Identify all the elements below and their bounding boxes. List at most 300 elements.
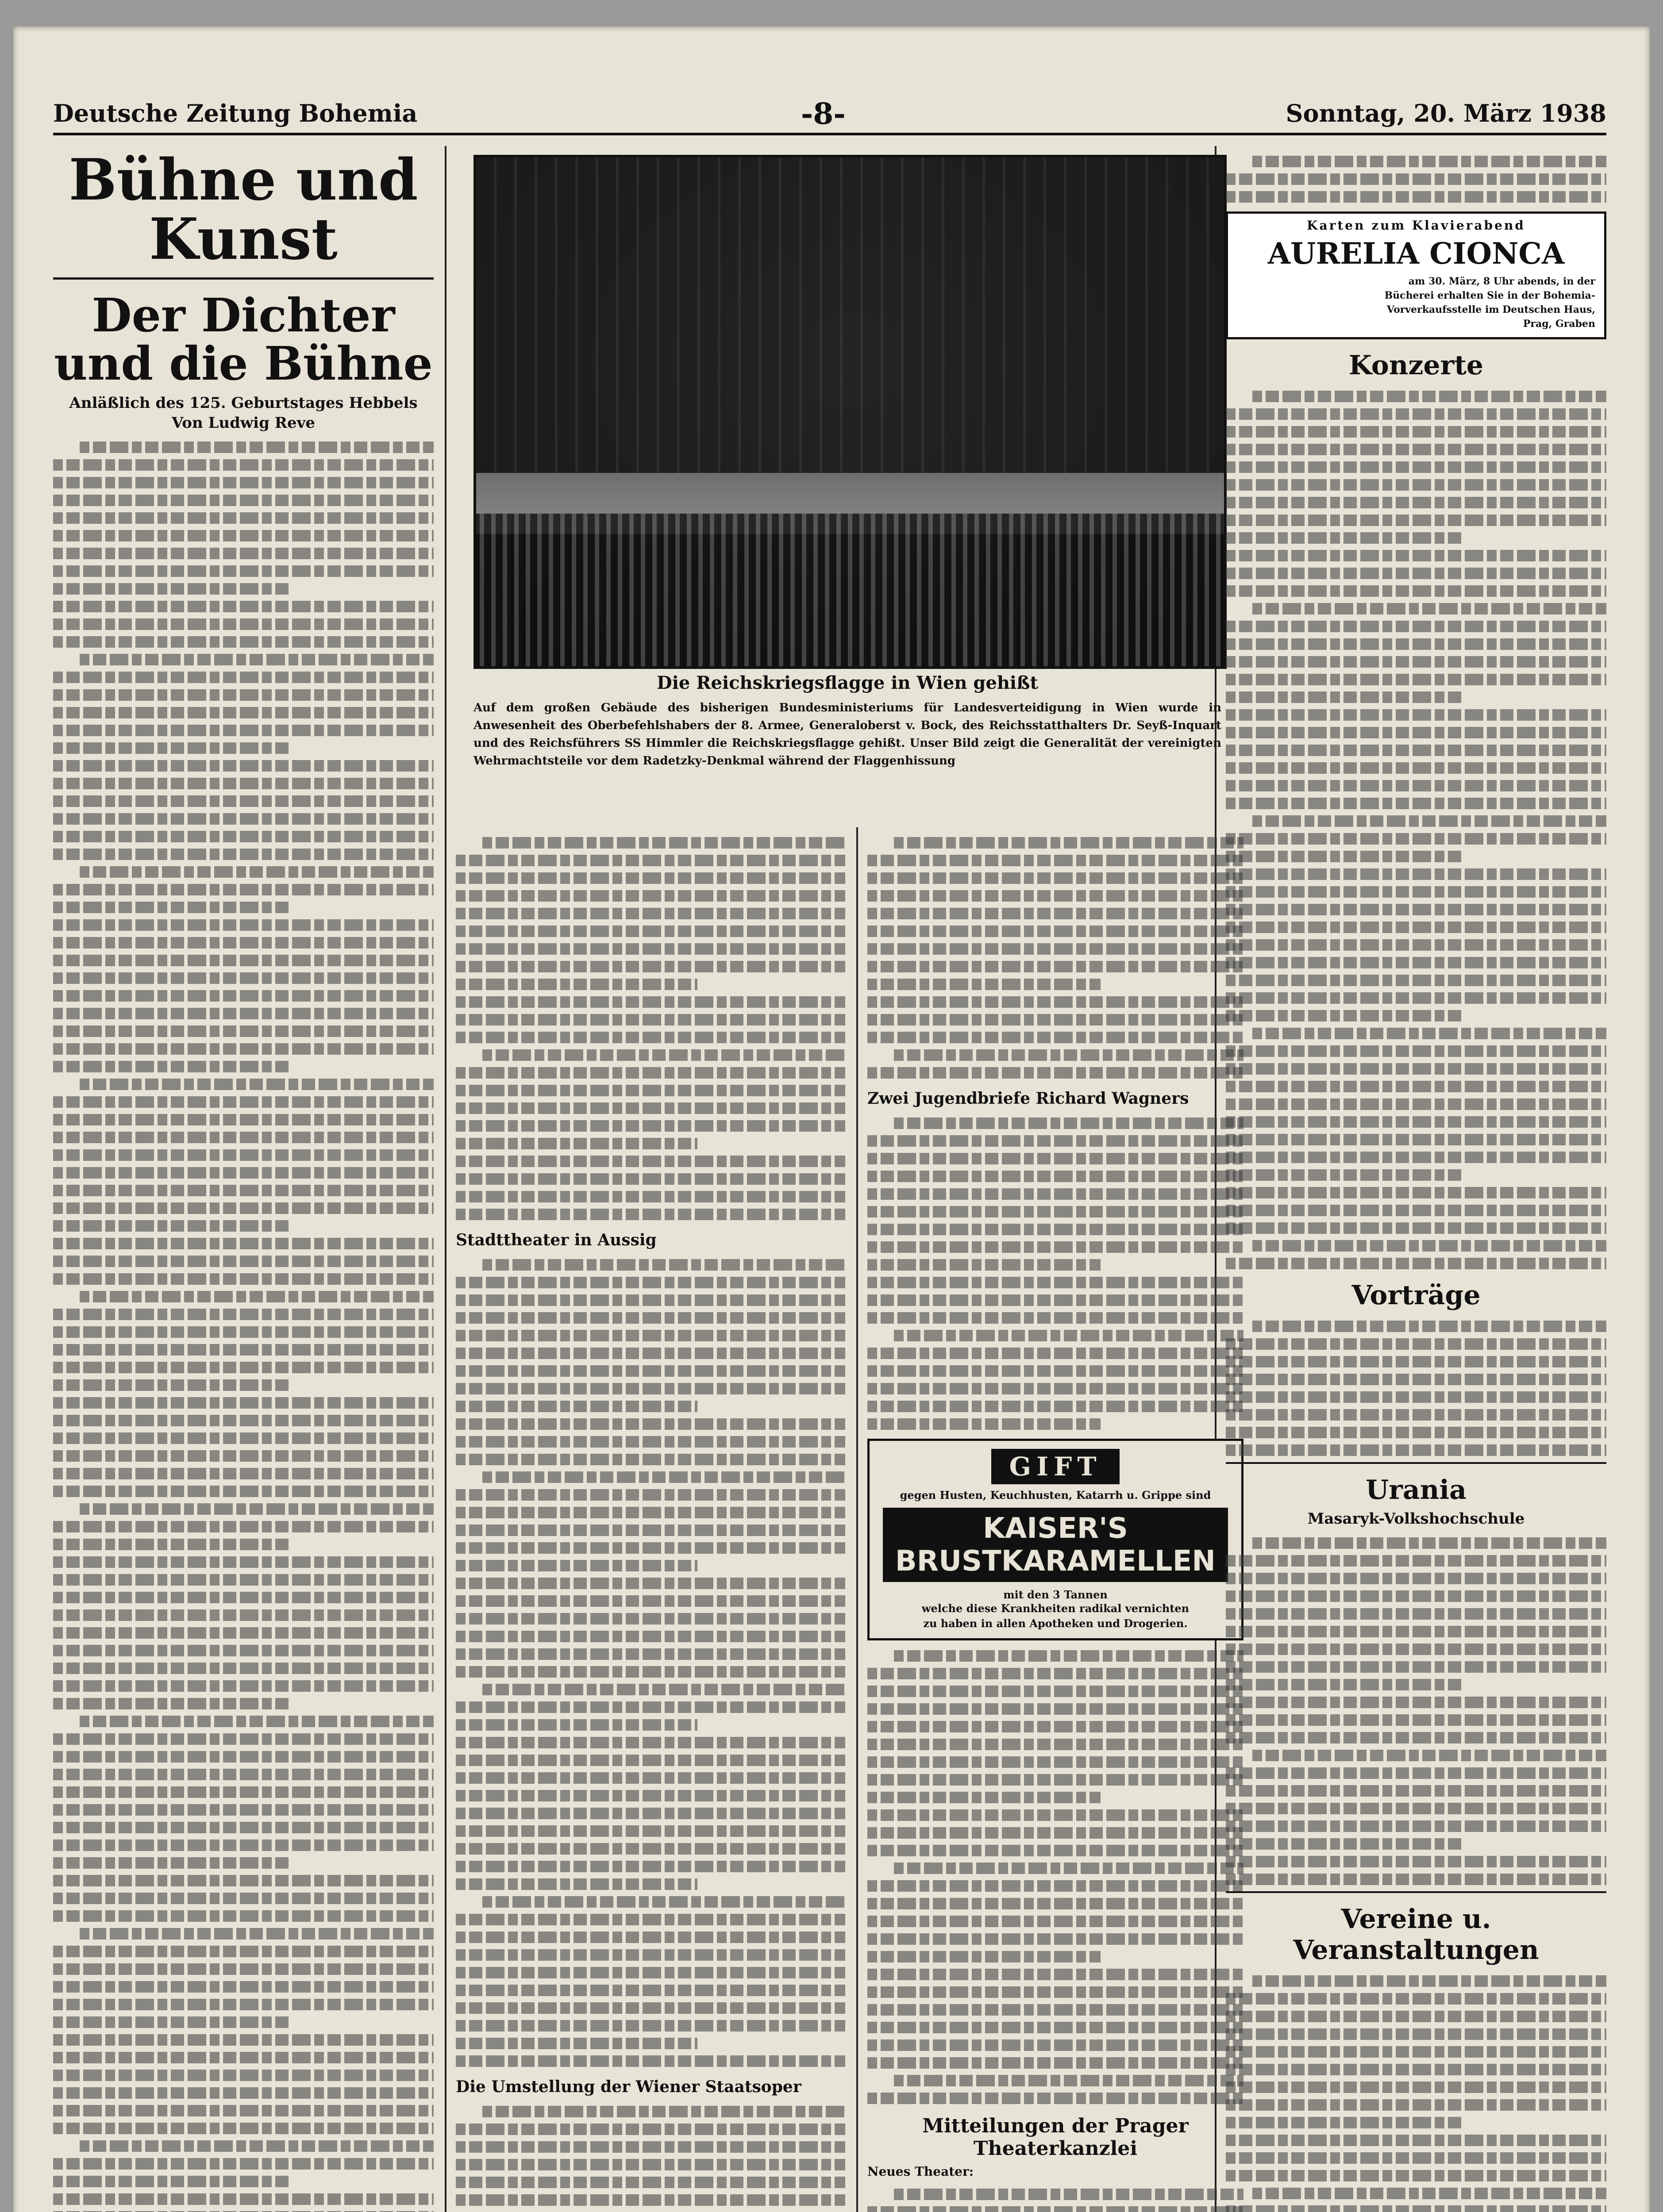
text-line	[1226, 1205, 1606, 1216]
text-line	[1252, 1321, 1606, 1332]
text-line	[53, 884, 434, 895]
text-line	[1226, 568, 1606, 579]
text-line	[53, 1379, 289, 1391]
text-line	[894, 1049, 1243, 1061]
text-line	[867, 1792, 1101, 1803]
text-line	[53, 512, 434, 524]
text-line	[1226, 479, 1606, 491]
text-line	[53, 1645, 434, 1656]
article-title: Der Dichter und die Bühne	[54, 288, 433, 391]
text-line	[456, 1330, 845, 1341]
text-line	[867, 2004, 1243, 2016]
text-line	[456, 943, 845, 955]
text-line	[867, 1951, 1101, 1962]
advertisement-aurelia-cionca	[1226, 211, 1606, 339]
photo-caption: Auf dem großen Gebäude des bisherigen Bundesministeriums für Landesverteidigung in Wien wurde in Anwesenheit des Oberbefehlshabers der 8. Armee, Generaloberst v. Bock, des Reichsstatthalters Dr. Seyß-Inquart und des Reichsführers SS Himmler die Reichskriegsflagge gehißt. Unser Bild zeigt die Generalität der vereinigten Wehrmachtsteile vor dem Radetzky-Denkmal während der Flaggenhissung	[473, 701, 1221, 768]
text-line	[456, 1507, 845, 1518]
article-body	[53, 442, 434, 2212]
text-line	[1226, 992, 1606, 1004]
article-subtitle: Anläßlich des 125. Geburtstages Hebbels	[69, 394, 418, 412]
text-line	[53, 2158, 434, 2170]
text-line	[456, 872, 845, 884]
text-line	[456, 1755, 845, 1766]
text-line	[53, 530, 434, 541]
text-line	[53, 2070, 434, 2081]
text-line	[456, 1861, 845, 1872]
text-line	[1226, 1608, 1606, 1620]
text-line	[867, 1703, 1243, 1715]
text-line	[867, 2206, 1243, 2212]
text-line	[53, 778, 434, 789]
text-line	[53, 1822, 434, 1833]
photo-building	[476, 157, 1224, 473]
text-line	[53, 583, 289, 595]
text-line	[53, 760, 434, 772]
text-line	[53, 1539, 289, 1550]
text-line	[867, 2057, 1243, 2069]
section-heading: Bühne und Kunst	[53, 150, 434, 280]
text-line	[456, 2177, 845, 2188]
text-line	[1226, 1152, 1606, 1163]
text-line	[1252, 1975, 1606, 1987]
text-line	[456, 1191, 845, 1202]
text-line	[53, 1592, 434, 1603]
text-line	[1226, 1045, 1606, 1057]
text-line	[456, 1418, 845, 1430]
text-line	[456, 2002, 845, 2014]
text-line	[456, 1277, 845, 1288]
text-line	[1226, 1803, 1606, 1814]
text-line	[53, 902, 289, 913]
text-line	[867, 1809, 1243, 1821]
text-line	[1226, 638, 1606, 650]
text-line	[53, 1273, 434, 1285]
text-line	[53, 459, 434, 471]
text-line	[867, 2093, 1243, 2104]
text-line	[456, 1312, 845, 1324]
ad-gift-sub: mit den 3 Tannen	[1003, 1588, 1108, 1601]
text-line	[1226, 2081, 1606, 2093]
text-line	[53, 2087, 434, 2099]
text-line	[53, 1698, 289, 1709]
article-body	[456, 837, 845, 1220]
text-line	[867, 926, 1243, 937]
text-line	[53, 1857, 289, 1869]
text-line	[53, 972, 434, 984]
text-line	[867, 855, 1243, 866]
text-line	[53, 672, 434, 683]
section-subheading: Masaryk-Volkshochschule	[1307, 1510, 1525, 1528]
text-line	[456, 996, 845, 1008]
divider	[1226, 1462, 1606, 1464]
text-line	[456, 2055, 845, 2067]
text-line	[1226, 1838, 1462, 1850]
text-line	[1226, 1732, 1606, 1743]
text-line	[53, 1397, 434, 1409]
text-line	[867, 1845, 1243, 1856]
text-line	[456, 1401, 697, 1412]
text-line	[53, 1875, 434, 1886]
text-line	[1226, 674, 1606, 685]
text-line	[456, 1209, 845, 1220]
text-line	[867, 1014, 1243, 1025]
text-line	[53, 2105, 434, 2116]
text-line	[867, 1898, 1243, 1909]
text-line	[53, 1521, 434, 1532]
text-line	[867, 1418, 1101, 1430]
text-line	[53, 955, 434, 966]
text-line	[80, 1716, 434, 1727]
text-line	[53, 477, 434, 488]
text-line	[867, 979, 1101, 990]
column-rule	[445, 146, 447, 2212]
text-line	[53, 1946, 434, 1957]
text-line	[80, 1079, 434, 1090]
text-line	[1226, 1356, 1606, 1367]
text-line	[1252, 1750, 1606, 1761]
text-line	[456, 1878, 697, 1890]
text-line	[867, 1686, 1243, 1697]
text-line	[867, 1067, 1243, 1079]
text-line	[867, 2039, 1243, 2051]
text-line	[53, 795, 434, 807]
section-heading-konzerte: Konzerte	[1348, 350, 1484, 381]
text-line	[1226, 426, 1606, 438]
column-3	[867, 827, 1243, 2212]
text-line	[456, 1525, 845, 1536]
news-photo	[473, 155, 1227, 669]
text-line	[1226, 1874, 1606, 1885]
text-line	[1226, 2028, 1606, 2040]
text-line	[53, 1574, 434, 1586]
text-line	[53, 1432, 434, 1444]
text-line	[456, 1613, 845, 1624]
text-line	[867, 1135, 1243, 1147]
text-line	[867, 1241, 1243, 1253]
text-line	[53, 2016, 289, 2028]
text-line	[53, 849, 434, 860]
text-line	[456, 1737, 845, 1748]
text-line	[53, 1733, 434, 1745]
text-line	[53, 1786, 434, 1798]
text-line	[867, 908, 1243, 919]
text-line	[867, 1756, 1243, 1768]
text-line	[1226, 1374, 1606, 1385]
text-line	[482, 1471, 845, 1483]
text-line	[894, 1330, 1243, 1341]
ad-aurelia-info-line: am 30. März, 8 Uhr abends, in der	[1408, 276, 1595, 287]
text-line	[1226, 515, 1606, 526]
article-body	[867, 1118, 1243, 1430]
article-body	[456, 1259, 845, 2067]
text-line	[1226, 1856, 1606, 1867]
text-line	[456, 1138, 697, 1149]
text-line	[1226, 780, 1606, 791]
text-line	[894, 1863, 1243, 1874]
column-2	[456, 827, 845, 2212]
ad-gift-tagline: gegen Husten, Keuchhusten, Katarrh u. Grippe sind	[900, 1489, 1211, 1502]
text-line	[867, 1259, 1101, 1271]
text-line	[867, 1365, 1243, 1377]
text-line	[1226, 1679, 1462, 1690]
text-line	[867, 2022, 1243, 2033]
text-line	[867, 943, 1243, 955]
article-body	[867, 1650, 1243, 2104]
text-line	[456, 1985, 845, 1996]
text-line	[1252, 1537, 1606, 1549]
text-line	[456, 1949, 845, 1961]
divider	[1226, 1891, 1606, 1893]
text-line	[1226, 957, 1606, 968]
text-line	[456, 1542, 845, 1554]
text-line	[53, 495, 434, 506]
text-line	[867, 1880, 1243, 1892]
text-line	[456, 1032, 845, 1043]
newspaper-page	[13, 27, 1650, 2212]
text-line	[1226, 798, 1606, 809]
text-line	[1226, 1258, 1606, 1269]
text-line	[1226, 2117, 1462, 2128]
text-line	[1226, 1169, 1462, 1181]
text-line	[867, 1294, 1243, 1306]
text-line	[1252, 815, 1606, 827]
text-line	[456, 1648, 845, 1660]
page-header	[53, 93, 1606, 135]
text-line	[53, 2193, 434, 2205]
text-line	[456, 1719, 697, 1731]
text-line	[53, 1220, 289, 1232]
text-line	[53, 1096, 434, 1108]
text-line	[53, 1486, 434, 1497]
text-line	[456, 1772, 845, 1784]
text-line	[1226, 2170, 1606, 2181]
text-line	[53, 1981, 434, 1993]
ad-aurelia-info-line: Prag, Graben	[1523, 318, 1595, 330]
text-line	[1226, 886, 1606, 898]
text-line	[456, 1578, 845, 1589]
text-line	[53, 1362, 434, 1373]
text-line	[456, 855, 845, 866]
text-line	[456, 1102, 845, 1114]
text-line	[867, 1153, 1243, 1164]
text-line	[1226, 1444, 1606, 1456]
text-line	[1226, 2205, 1606, 2212]
text-line	[53, 636, 434, 648]
text-line	[53, 1963, 434, 1975]
text-line	[1226, 1714, 1606, 1726]
text-line	[482, 1684, 845, 1695]
text-line	[1226, 1391, 1606, 1403]
text-line	[53, 1256, 434, 1267]
text-line	[53, 1326, 434, 1338]
text-line	[53, 2123, 434, 2134]
text-line	[1226, 1010, 1462, 1022]
text-line	[53, 1663, 434, 1674]
text-line	[1226, 833, 1606, 845]
text-line	[1226, 691, 1462, 703]
ad-aurelia-name: AURELIA CIONCA	[1267, 236, 1565, 271]
text-line	[1226, 939, 1606, 951]
subsection-heading: Mitteilungen der Prager Theaterkanzlei	[922, 2115, 1189, 2160]
ad-aurelia-info	[1228, 274, 1604, 337]
text-line	[1226, 904, 1606, 915]
text-line	[53, 689, 434, 701]
text-line	[456, 1067, 845, 1079]
text-line	[1226, 1626, 1606, 1637]
text-line	[482, 1049, 845, 1061]
article-body	[1226, 1537, 1606, 1885]
text-line	[1226, 1767, 1606, 1779]
ad-gift-footer-line: welche diese Krankheiten radikal vernichten	[921, 1602, 1190, 1615]
text-line	[53, 990, 434, 1002]
text-line	[1226, 1573, 1606, 1584]
text-line	[894, 837, 1243, 849]
text-line	[1252, 156, 1606, 167]
text-line	[456, 1014, 845, 1025]
text-line	[1252, 1240, 1606, 1252]
text-line	[867, 872, 1243, 884]
text-line	[80, 866, 434, 878]
text-line	[53, 1609, 434, 1621]
text-line	[1226, 1222, 1606, 1234]
text-line	[867, 1827, 1243, 1839]
text-line	[53, 1043, 434, 1055]
text-line	[53, 1999, 434, 2010]
text-line	[867, 1986, 1243, 1998]
text-line	[80, 1503, 434, 1515]
text-line	[1226, 1338, 1606, 1350]
text-line	[53, 618, 434, 630]
text-line	[456, 2038, 697, 2049]
text-line	[1252, 603, 1606, 614]
column-1	[53, 146, 434, 2212]
text-line	[482, 1259, 845, 1271]
text-line	[1226, 709, 1606, 721]
text-line	[456, 1173, 845, 1185]
text-line	[456, 2141, 845, 2153]
text-line	[867, 1739, 1243, 1750]
text-line	[53, 1025, 434, 1037]
text-line	[867, 961, 1243, 972]
text-line	[894, 1118, 1243, 1129]
text-line	[456, 1790, 845, 1801]
text-line	[53, 1627, 434, 1639]
text-line	[456, 979, 697, 990]
text-line	[1226, 461, 1606, 473]
text-line	[53, 1238, 434, 1249]
ad-gift-footer	[870, 1601, 1241, 1638]
text-line	[867, 1206, 1243, 1217]
text-line	[456, 1595, 845, 1607]
text-line	[894, 1650, 1243, 1662]
text-line	[1226, 2135, 1606, 2146]
text-line	[867, 996, 1243, 1008]
text-line	[867, 1774, 1243, 1786]
section-heading-vereine: Vereine u. Veranstaltungen	[1293, 1904, 1539, 1966]
text-line	[456, 1666, 845, 1678]
text-line	[456, 1843, 845, 1855]
text-line	[867, 890, 1243, 902]
text-line	[482, 1896, 845, 1908]
text-line	[456, 1825, 845, 1837]
text-line	[894, 2189, 1243, 2200]
text-line	[867, 1188, 1243, 1200]
text-line	[80, 1291, 434, 1302]
text-line	[1226, 550, 1606, 561]
text-line	[53, 1556, 434, 1568]
text-line	[53, 1185, 434, 1196]
text-line	[53, 1132, 434, 1143]
text-line	[867, 1916, 1243, 1927]
text-line	[1226, 1134, 1606, 1145]
text-line	[53, 1804, 434, 1816]
text-line	[867, 1383, 1243, 1394]
text-line	[456, 1560, 697, 1571]
text-line	[53, 919, 434, 931]
ad-gift-label: GIFT	[991, 1449, 1119, 1484]
text-line	[867, 1668, 1243, 1679]
text-line	[53, 1149, 434, 1161]
text-line	[1226, 532, 1462, 544]
text-line	[1226, 1555, 1606, 1567]
article-byline: Von Ludwig Reve	[172, 414, 315, 432]
text-line	[456, 1085, 845, 1096]
text-line	[482, 837, 845, 849]
photo-crowd	[476, 514, 1224, 666]
text-line	[1252, 391, 1606, 402]
photo-caption-title: Die Reichskriegsflagge in Wien gehißt	[657, 672, 1038, 693]
text-line	[867, 1933, 1243, 1945]
theater-label: Neues Theater:	[867, 2164, 974, 2179]
text-line	[53, 1061, 289, 1072]
text-line	[456, 1436, 845, 1448]
text-line	[456, 961, 845, 972]
text-line	[894, 2075, 1243, 2086]
text-line	[1226, 621, 1606, 632]
text-line	[867, 1312, 1243, 1324]
text-line	[1226, 1427, 1606, 1438]
text-line	[53, 937, 434, 949]
text-line	[1226, 1993, 1606, 2005]
text-line	[1226, 1063, 1606, 1075]
text-line	[867, 1224, 1243, 1235]
text-line	[456, 1383, 845, 1394]
text-line	[53, 565, 434, 577]
text-line	[456, 908, 845, 919]
subsection-heading: Stadttheater in Aussig	[456, 1231, 657, 1249]
article-body	[1226, 156, 1606, 203]
text-line	[53, 1450, 434, 1462]
text-line	[1226, 585, 1606, 597]
text-line	[1252, 2188, 1606, 2199]
text-line	[456, 1967, 845, 1978]
text-line	[867, 1721, 1243, 1732]
text-line	[53, 1769, 434, 1780]
text-line	[1226, 191, 1606, 203]
text-line	[456, 1120, 845, 1132]
text-line	[53, 1893, 434, 1904]
article-body	[867, 2189, 1243, 2212]
text-line	[1226, 408, 1606, 420]
text-line	[456, 2020, 845, 2032]
text-line	[1226, 851, 1462, 862]
text-line	[1226, 868, 1606, 880]
text-line	[456, 2124, 845, 2135]
text-line	[1226, 2064, 1606, 2075]
text-line	[456, 1365, 845, 1377]
text-line	[80, 1928, 434, 1939]
text-line	[1226, 762, 1606, 774]
